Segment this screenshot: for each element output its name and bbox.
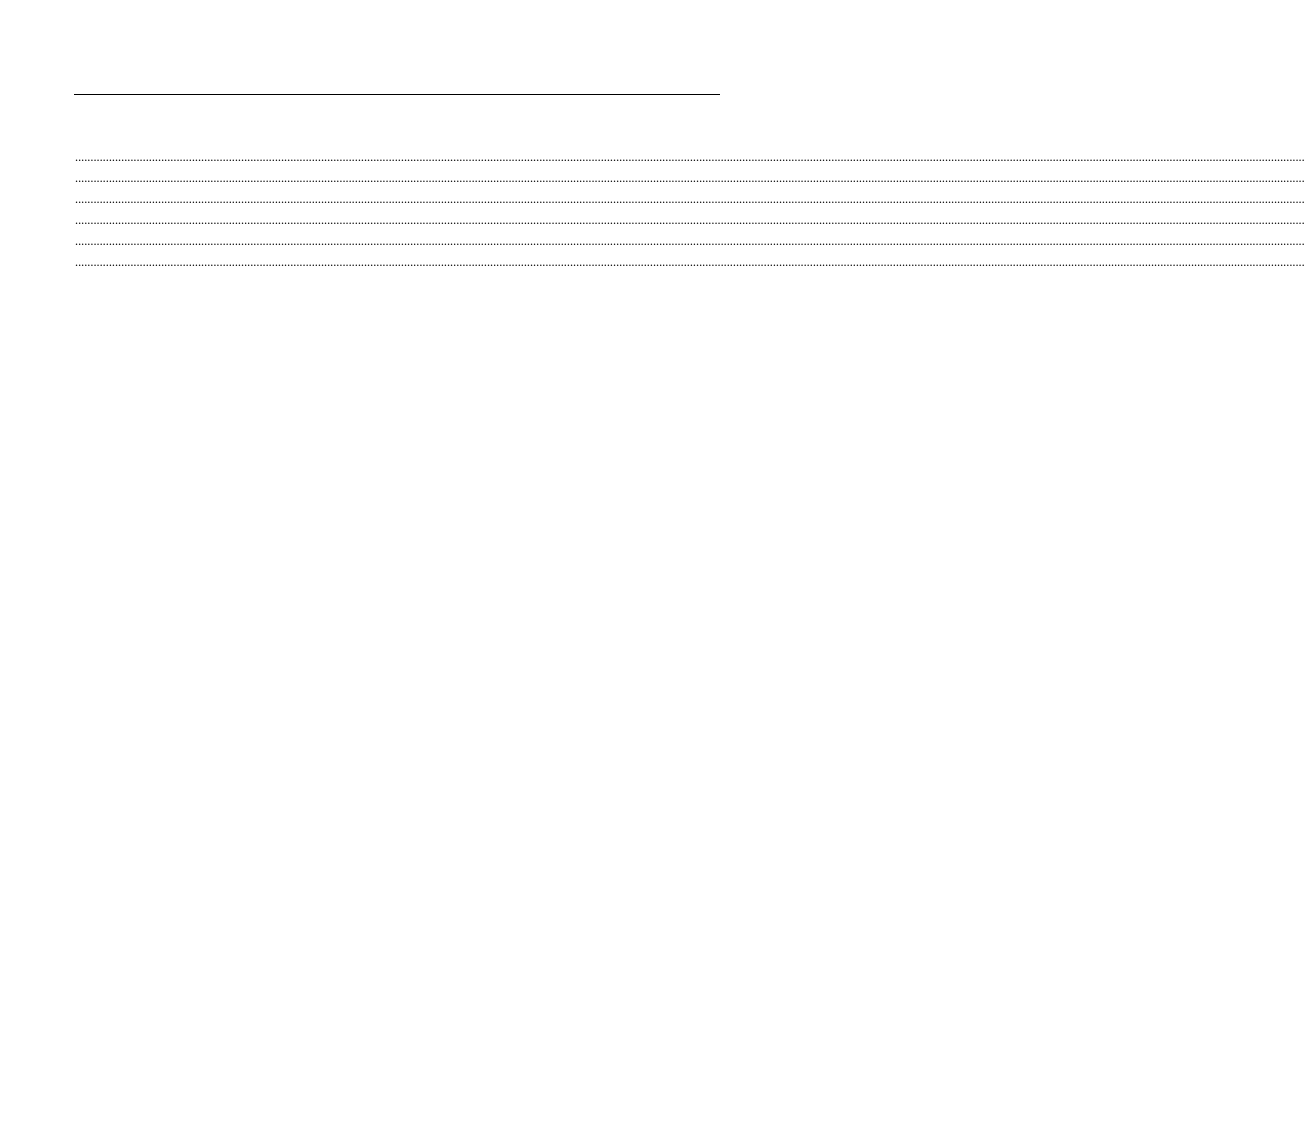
toc-dot-leader: ................................................................................................................................................................................................................................................................................................................................................................................................................ (75, 150, 1305, 164)
toc-entry[interactable] (75, 213, 1305, 228)
toc-dot-leader: ................................................................................................................................................................................................................................................................................................................................................................................................................ (75, 192, 1305, 206)
toc-dot-leader: ................................................................................................................................................................................................................................................................................................................................................................................................................ (75, 213, 1305, 227)
table-of-contents (75, 150, 1305, 270)
toc-entry[interactable] (75, 255, 1305, 270)
toc-dot-leader: ................................................................................................................................................................................................................................................................................................................................................................................................................ (75, 255, 1305, 269)
toc-entry[interactable] (75, 171, 1305, 186)
header-rule (74, 94, 720, 95)
toc-entry[interactable] (75, 234, 1305, 249)
toc-entry[interactable] (75, 192, 1305, 207)
toc-dot-leader: ................................................................................................................................................................................................................................................................................................................................................................................................................ (75, 234, 1305, 248)
toc-entry[interactable] (75, 150, 1305, 165)
toc-dot-leader: ................................................................................................................................................................................................................................................................................................................................................................................................................ (75, 171, 1305, 185)
